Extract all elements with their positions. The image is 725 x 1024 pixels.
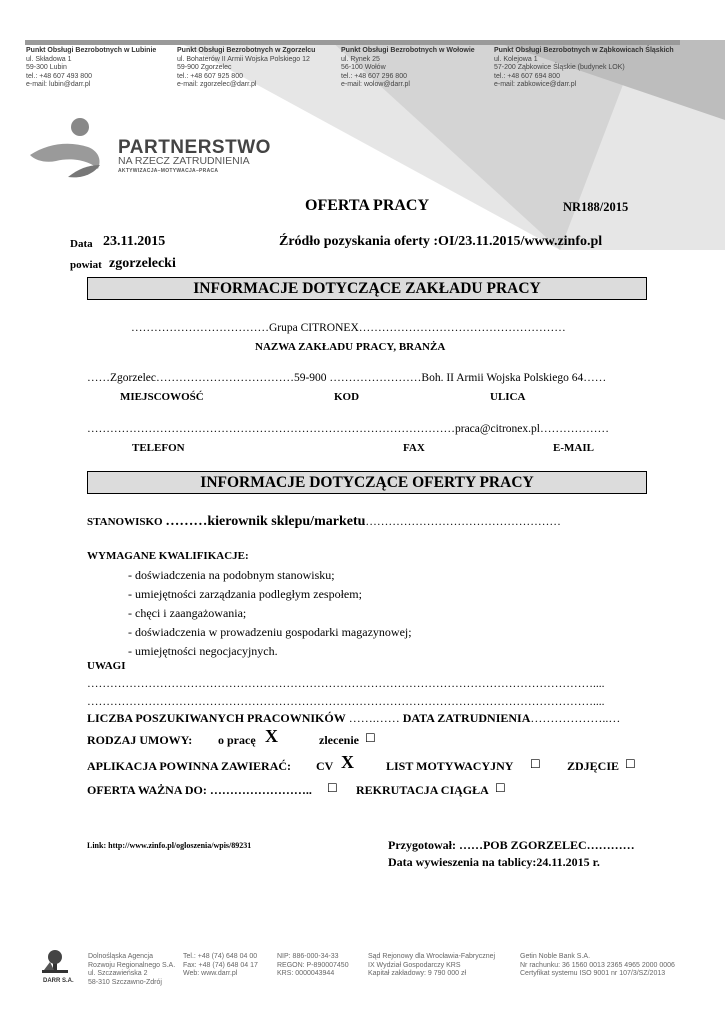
notes-label: UWAGI (87, 660, 126, 672)
motivation-letter-label: LIST MOTYWACYJNY (386, 759, 514, 773)
office-zgorzelec (177, 47, 337, 90)
qualification-item: - chęci i zaangażowania; (128, 606, 247, 620)
footer-line: Fax: +48 (74) 648 04 17 (183, 961, 258, 969)
application-label: APLIKACJA POWINNA ZAWIERAĆ: (87, 759, 292, 773)
office-line: e-mail: zgorzelec@darr.pl (177, 81, 257, 89)
start-date-value: ………………..… (530, 711, 621, 725)
footer-line: NIP: 886-000-34-33 (277, 953, 339, 960)
postal-code-label: KOD (334, 391, 360, 403)
company-name-line: ………………………………Grupa CITRONEX……………………………………………… (131, 322, 566, 334)
footer-line: Rozwoju Regionalnego S.A. (88, 961, 176, 969)
cv-checkbox[interactable]: X (341, 752, 354, 772)
logo-subtitle: NA RZECZ ZATRUDNIENIA (118, 155, 250, 167)
link-label: Link: (87, 841, 107, 850)
company-contact-line: ……………………………………………………………………………………praca@citronex.pl……………… (87, 423, 609, 435)
start-date-label: DATA ZATRUDNIENIA (402, 711, 531, 725)
city-label: MIEJSCOWOŚĆ (120, 391, 204, 403)
footer-line: Dolnośląska Agencja (88, 953, 153, 960)
job-section-title: INFORMACJE DOTYCZĄCE OFERTY PRACY (87, 471, 647, 494)
footer-line: Sąd Rejonowy dla Wrocławia-Fabrycznej (368, 953, 496, 960)
qualifications-label: WYMAGANE KWALIFIKACJE: (87, 550, 249, 562)
offer-number: NR188/2015 (563, 200, 629, 214)
office-line: 59-900 Zgorzelec (177, 64, 232, 72)
email-label: E-MAIL (553, 442, 594, 454)
footer-line: Web: www.darr.pl (183, 970, 238, 977)
office-line: 57-200 Ząbkowice Śląskie (budynek LOK) (494, 64, 625, 72)
date-label: Data (70, 238, 93, 250)
continuous-recruitment-checkbox[interactable]: ☐ (495, 781, 506, 795)
link-row (87, 841, 251, 850)
phone-label: TELEFON (132, 442, 185, 454)
footer-line: ul. Szczawieńska 2 (88, 970, 148, 977)
footer-line: Nr rachunku: 36 1560 0013 2365 4965 2000 0006 (520, 961, 675, 969)
posting-date: Data wywieszenia na tablicy:24.11.2015 r. (388, 855, 600, 869)
footer-line: KRS: 0000043944 (277, 970, 335, 977)
qualification-item: - doświadczenia na podobnym stanowisku; (128, 568, 335, 582)
position-suffix: …………………………………………… (365, 516, 561, 528)
company-name-label: NAZWA ZAKŁADU PRACY, BRANŻA (255, 341, 446, 353)
notes-line-1: …………………………………………………………………………………………………………………….... (87, 678, 605, 690)
office-line: 56-100 Wołów (341, 64, 386, 72)
office-line: e-mail: lubin@darr.pl (26, 81, 91, 89)
powiat-value: zgorzelecki (109, 256, 176, 271)
position-label: STANOWISKO (87, 516, 163, 528)
qualifications-list (128, 566, 412, 661)
footer-line: Getin Noble Bank S.A. (520, 953, 591, 960)
logo-tagline: AKTYWIZACJA–MOTYWACJA–PRACA (118, 168, 219, 174)
footer-contact (183, 953, 258, 979)
footer-court (368, 953, 495, 979)
office-zabkowice (494, 47, 684, 90)
qualification-item: - doświadczenia w prowadzeniu gospodarki magazynowej; (128, 625, 412, 639)
prepared-by: Przygotował: ……POB ZGORZELEC………… (388, 838, 635, 852)
qualification-item: - umiejętności zarządzania podległym zespołem; (128, 587, 362, 601)
offer-valid-label: OFERTA WAŻNA DO: …………………….. (87, 783, 312, 797)
notes-line-2: …………………………………………………………………………………………………………………….... (87, 696, 605, 708)
footer-line: IX Wydział Gospodarczy KRS (368, 961, 461, 969)
worker-count-label: LICZBA POSZUKIWANYCH PRACOWNIKÓW (87, 711, 346, 725)
contract-mandate-checkbox[interactable]: ☐ (365, 731, 376, 745)
office-title: Punkt Obsługi Bezrobotnych w Lubinie (26, 47, 157, 54)
partnerstwo-logo-icon (28, 113, 113, 183)
office-line: tel.: +48 607 694 800 (494, 72, 560, 80)
office-line: tel.: +48 607 296 800 (341, 72, 407, 80)
footer-line: REGON: P-890007450 (277, 961, 349, 969)
office-line: tel.: +48 607 925 800 (177, 72, 243, 80)
position-value: kierownik sklepu/marketu (207, 514, 366, 529)
darr-logo-icon (40, 948, 70, 976)
continuous-recruitment-label: REKRUTACJA CIĄGŁA (356, 783, 489, 797)
contract-option-mandate: zlecenie (319, 733, 359, 747)
footer-agency (88, 953, 175, 987)
offer-link[interactable]: http://www.zinfo.pl/ogloszenia/wpis/89231 (108, 841, 252, 850)
footer-line: Kapitał zakładowy: 9 790 000 zł (368, 970, 467, 977)
position-row (87, 514, 561, 530)
footer-bank (520, 953, 675, 979)
office-line: ul. Kolejowa 1 (494, 55, 538, 63)
offer-source: Źródło pozyskania oferty :OI/23.11.2015/www.zinfo.pl (279, 234, 603, 249)
footer-ids (277, 953, 349, 979)
offer-title: OFERTA PRACY (305, 197, 430, 214)
office-line: 59-300 Lubin (26, 64, 67, 72)
qualification-item: - umiejętności negocjacyjnych. (128, 644, 278, 658)
company-section-title: INFORMACJE DOTYCZĄCE ZAKŁADU PRACY (87, 277, 647, 300)
position-prefix: ……… (165, 514, 208, 529)
contract-label: RODZAJ UMOWY: (87, 733, 193, 747)
office-wolow (341, 47, 491, 90)
cv-label: CV (316, 759, 334, 773)
motivation-letter-checkbox[interactable]: ☐ (530, 757, 541, 771)
office-line: ul. Składowa 1 (26, 55, 72, 63)
photo-label: ZDJĘCIE (567, 759, 620, 773)
office-title: Punkt Obsługi Bezrobotnych w Zgorzelcu (177, 47, 316, 54)
logo-name: PARTNERSTWO (118, 137, 271, 158)
office-title: Punkt Obsługi Bezrobotnych w Ząbkowicach Śląskich (494, 47, 674, 54)
office-line: e-mail: wolow@darr.pl (341, 81, 410, 89)
office-line: ul. Rynek 25 (341, 55, 380, 63)
darr-logo-text: DARR S.A. (43, 978, 74, 984)
fax-label: FAX (403, 442, 425, 454)
office-lubin (26, 47, 174, 90)
footer-line: Certyfikat systemu ISO 9001 nr 107/3/SZ/2013 (520, 970, 666, 977)
offer-valid-checkbox[interactable]: ☐ (327, 781, 338, 795)
office-title: Punkt Obsługi Bezrobotnych w Wołowie (341, 47, 475, 54)
worker-count-value: …….…… (348, 711, 400, 725)
street-label: ULICA (490, 391, 526, 403)
footer-line: Tel.: +48 (74) 648 04 00 (183, 953, 258, 960)
powiat-label: powiat (70, 259, 102, 271)
office-line: ul. Bohaterów II Armii Wojska Polskiego 12 (177, 55, 310, 63)
date-value: 23.11.2015 (103, 234, 166, 249)
photo-checkbox[interactable]: ☐ (625, 757, 636, 771)
contract-option-employment: o pracę (218, 733, 256, 747)
company-address-line: ……Zgorzelec………………………………59-900 ……………………Boh. II Armii Wojska Polskiego 64…… (87, 372, 607, 384)
office-line: e-mail: zabkowice@darr.pl (494, 81, 577, 89)
count-row (87, 711, 620, 726)
contract-employment-checkbox[interactable]: X (265, 726, 278, 746)
office-line: tel.: +48 607 493 800 (26, 72, 92, 80)
footer-line: 58-310 Szczawno-Zdrój (88, 978, 162, 986)
